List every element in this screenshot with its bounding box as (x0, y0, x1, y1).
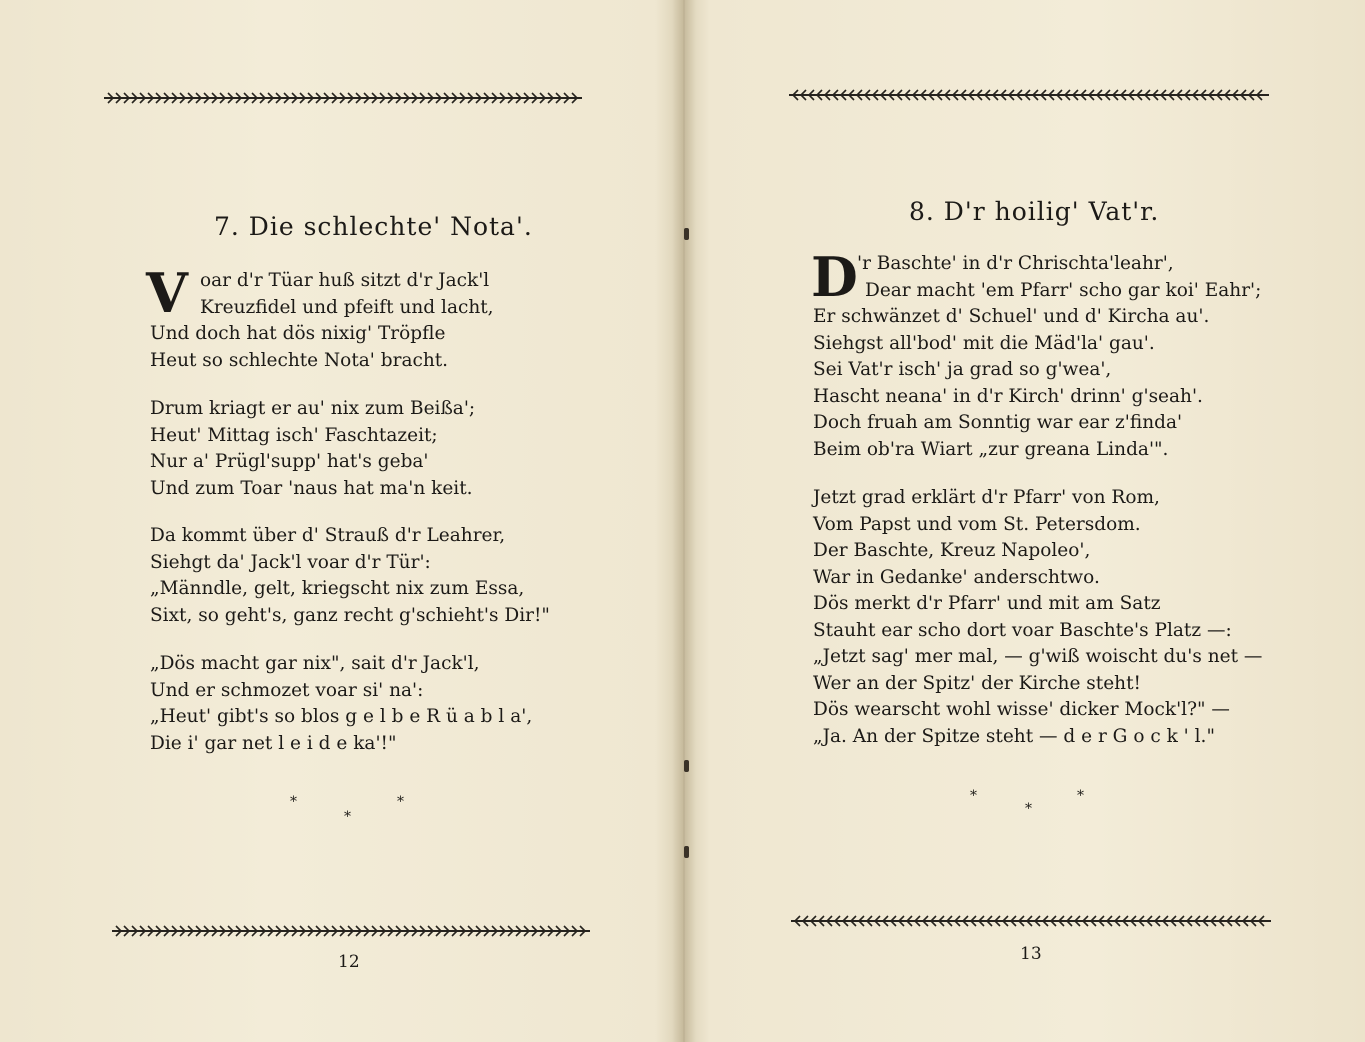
verse-line: Sixt, so geht's, ganz recht g'schieht's Dir!" (150, 604, 550, 626)
right-page (683, 0, 1365, 1042)
bottom-ornament-rule (112, 925, 590, 937)
verse-line: Da kommt über d' Strauß d'r Leahrer, (150, 525, 506, 546)
verse-line: Vom Papst und vom St. Petersdom. (813, 513, 1141, 535)
verse-line: Wer an der Spitz' der Kirche steht! (813, 672, 1141, 694)
page-number: 12 (338, 952, 360, 972)
verse-line: Sei Vat'r isch' ja grad so g'wea', (813, 359, 1112, 380)
verse-line: Jetzt grad erklärt d'r Pfarr' von Rom, (813, 487, 1160, 508)
verse-line: Er schwänzet d' Schuel' und d' Kircha au'. (813, 306, 1210, 327)
asterism-star: * (344, 809, 351, 825)
stanza (813, 485, 1262, 750)
stanza (150, 396, 475, 502)
verse-line: „Heut' gibt's so blos g e l b e R ü a b l a', (150, 706, 533, 727)
drop-cap: V (146, 261, 188, 325)
verse-line: Kreuzfidel und pfeift und lacht, (200, 296, 494, 318)
verse-line: „Jetzt sag' mer mal, — g'wiß woischt du's net — (813, 646, 1263, 667)
poem-title: 7. Die schlechte' Nota'. (214, 212, 533, 241)
ornament-rule-graphic (791, 915, 1271, 927)
verse-line: Und doch hat dös nixig' Tröpfle (150, 323, 446, 344)
verse-line: Stauht ear scho dort voar Baschte's Platz —: (813, 619, 1232, 641)
asterism-star: * (1025, 801, 1032, 817)
verse-line: Beim ob'ra Wiart „zur greana Linda'". (813, 438, 1169, 460)
verse-line: „Dös macht gar nix", sait d'r Jack'l, (150, 653, 480, 674)
asterism-star: * (397, 794, 404, 810)
stanza (150, 651, 532, 757)
ornament-rule-graphic (104, 92, 582, 104)
ornament-rule-graphic (789, 89, 1269, 101)
left-page (0, 0, 682, 1042)
stanza (150, 523, 550, 629)
verse-line: Und er schmozet voar si' na': (150, 679, 424, 701)
verse-line: Siehgst all'bod' mit die Mäd'la' gau'. (813, 332, 1155, 354)
verse-line: Und zum Toar 'naus hat ma'n keit. (150, 477, 473, 499)
verse-line: Siehgt da' Jack'l voar d'r Tür': (150, 551, 431, 573)
verse-line: Doch fruah am Sonntig war ear z'finda' (813, 412, 1183, 433)
asterism-star: * (290, 794, 297, 810)
verse-line: 'r Baschte' in d'r Chrischta'leahr', (857, 253, 1174, 274)
verse-line: Der Baschte, Kreuz Napoleo', (813, 540, 1091, 561)
ornament-rule-graphic (112, 925, 590, 937)
verse-line: Heut so schlechte Nota' bracht. (150, 349, 449, 371)
verse-line: Dös merkt d'r Pfarr' und mit am Satz (813, 593, 1161, 614)
top-ornament-rule (104, 92, 582, 104)
asterism-star: * (970, 788, 977, 804)
poem-title: 8. D'r hoilig' Vat'r. (909, 197, 1160, 226)
page-number: 13 (1020, 944, 1042, 964)
verse-line: Dös wearscht wohl wisse' dicker Mock'l?" — (813, 699, 1230, 720)
verse-line: oar d'r Tüar huß sitzt d'r Jack'l (200, 270, 490, 291)
drop-cap: D (811, 245, 858, 309)
verse-line: „Männdle, gelt, kriegscht nix zum Essa, (150, 578, 525, 599)
stanza (811, 245, 1262, 463)
verse-line: Nur a' Prügl'supp' hat's geba' (150, 451, 429, 472)
verse-line: Dear macht 'em Pfarr' scho gar koi' Eahr'; (865, 279, 1262, 301)
asterism-star: * (1077, 788, 1084, 804)
verse-line: War in Gedanke' anderschtwo. (813, 566, 1100, 588)
verse-line: Drum kriagt er au' nix zum Beißa'; (150, 398, 476, 419)
verse-line: Die i' gar net l e i d e ka'!" (150, 732, 397, 754)
verse-line: Hascht neana' in d'r Kirch' drinn' g'seah'. (813, 385, 1203, 407)
bottom-ornament-rule (791, 915, 1271, 927)
stanza (150, 268, 494, 374)
verse-line: „Ja. An der Spitze steht — d e r G o c k ' l." (813, 725, 1215, 747)
verse-line: Heut' Mittag isch' Faschtazeit; (150, 424, 438, 446)
top-ornament-rule (789, 89, 1269, 101)
